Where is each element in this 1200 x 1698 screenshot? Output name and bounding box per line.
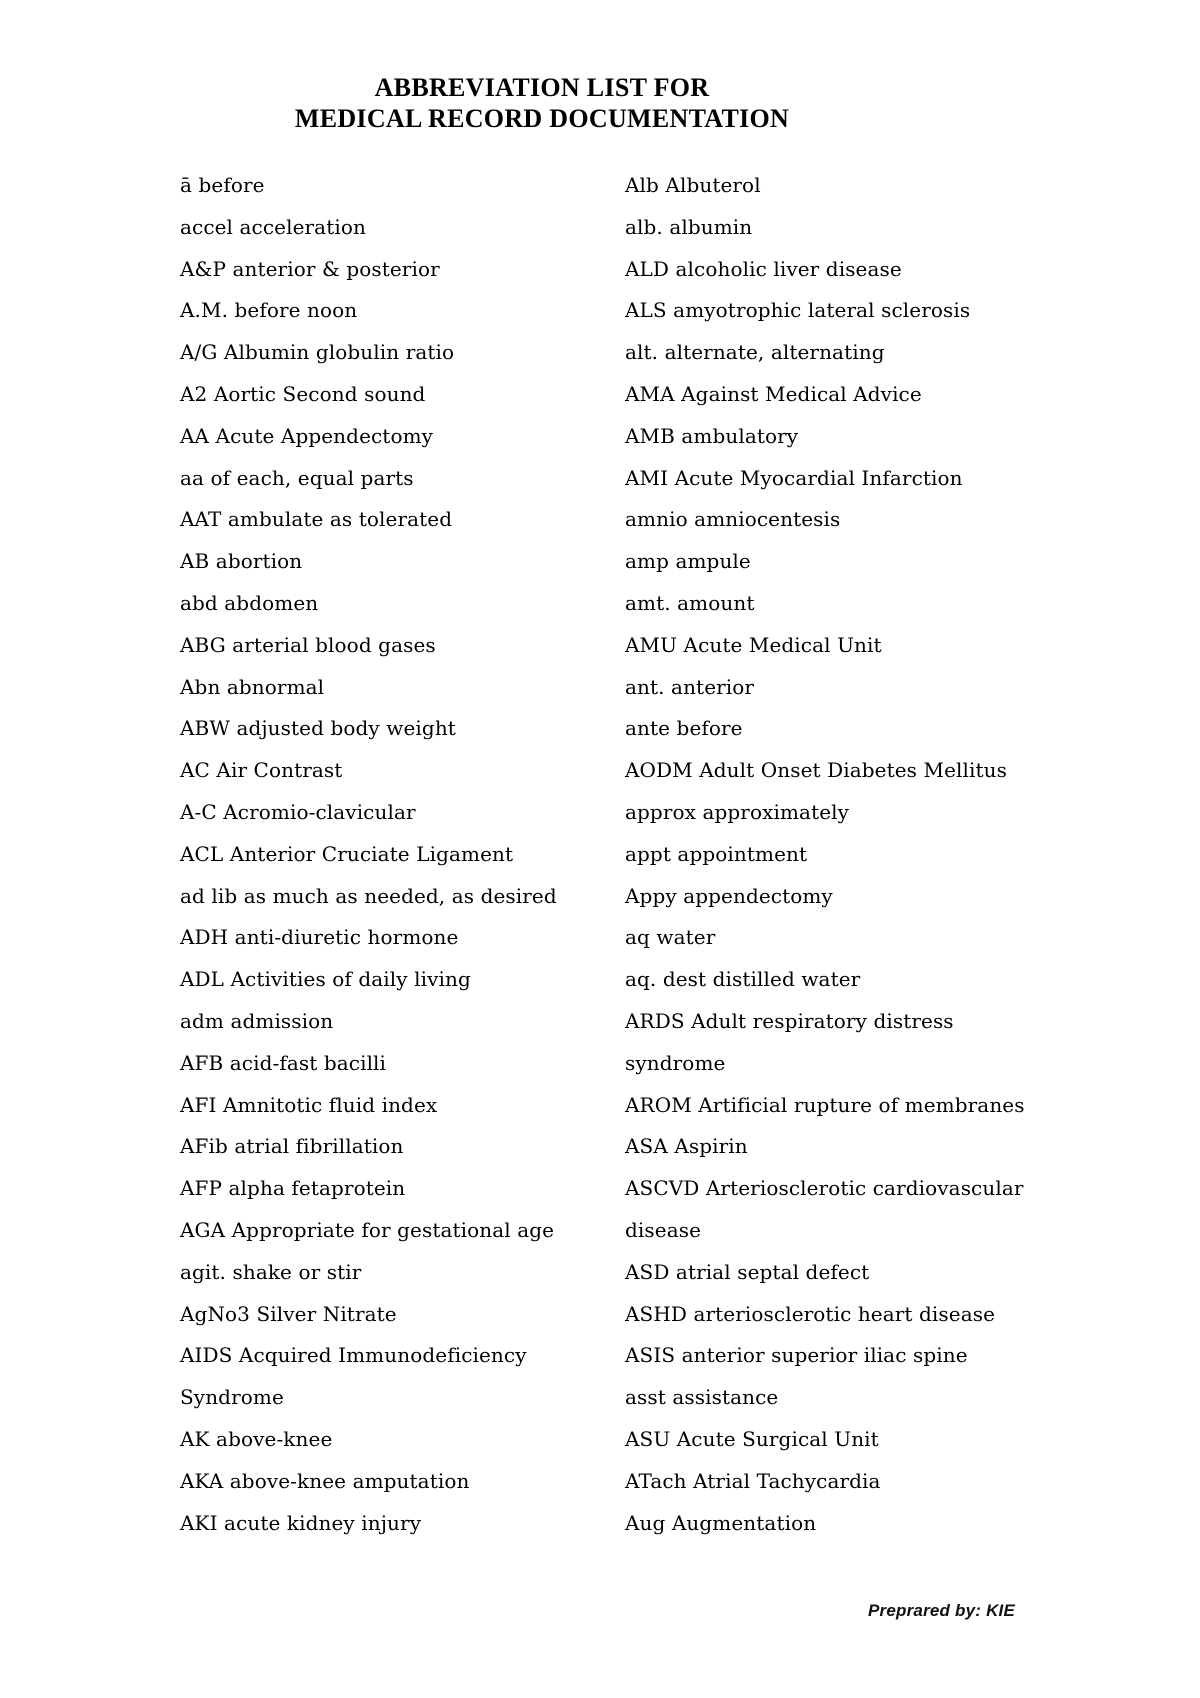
abbreviation-line: ā before	[180, 173, 265, 197]
abbreviation-line: AMI Acute Myocardial Infarction	[625, 465, 963, 490]
abbreviation-line: ASD atrial septal defect	[625, 1259, 870, 1284]
abbreviation-line: appt appointment	[625, 841, 808, 866]
abbreviation-line: A.M. before noon	[180, 298, 358, 323]
abbreviation-line: amnio amniocentesis	[625, 507, 841, 532]
abbreviation-line: ABW adjusted body weight	[180, 716, 456, 741]
abbreviation-line: A/G Albumin globulin ratio	[180, 340, 455, 365]
abbreviation-line: Abn abnormal	[180, 674, 325, 699]
prepared-by-footer: Preprared by: KIE	[868, 1601, 1016, 1620]
abbreviation-column-left	[180, 165, 620, 1544]
page-title	[0, 72, 1084, 134]
abbreviation-line: ante before	[625, 716, 743, 741]
abbreviation-line: ACL Anterior Cruciate Ligament	[180, 841, 514, 866]
abbreviation-line: asst assistance	[625, 1385, 779, 1410]
abbreviation-line: AMU Acute Medical Unit	[625, 632, 882, 657]
abbreviation-line: alt. alternate, alternating	[625, 340, 885, 365]
abbreviation-line: AK above-knee	[180, 1426, 333, 1451]
abbreviation-line: ARDS Adult respiratory distress	[625, 1008, 954, 1033]
abbreviation-line: AB abortion	[180, 549, 303, 574]
abbreviation-line: accel acceleration	[180, 214, 366, 239]
abbreviation-line: Syndrome	[180, 1385, 284, 1410]
abbreviation-line: AGA Appropriate for gestational age	[180, 1217, 555, 1242]
abbreviation-line: amp ampule	[625, 549, 751, 574]
abbreviation-line: AKI acute kidney injury	[180, 1510, 422, 1535]
abbreviation-line: AROM Artificial rupture of membranes	[625, 1092, 1025, 1117]
abbreviation-line: ADL Activities of daily living	[180, 967, 471, 992]
abbreviation-line: ADH anti-diuretic hormone	[180, 925, 459, 950]
abbreviation-line: Aug Augmentation	[625, 1510, 817, 1535]
abbreviation-line: AFP alpha fetaprotein	[180, 1176, 406, 1201]
abbreviation-line: AA Acute Appendectomy	[180, 423, 434, 448]
abbreviation-line: disease	[625, 1217, 702, 1242]
abbreviation-line: A-C Acromio-clavicular	[180, 799, 416, 824]
abbreviation-line: abd abdomen	[180, 590, 319, 615]
abbreviation-line: agit. shake or stir	[180, 1259, 362, 1284]
abbreviation-line: A&P anterior & posterior	[180, 256, 440, 281]
abbreviation-line: AIDS Acquired Immunodeficiency	[180, 1343, 527, 1368]
abbreviation-line: aa of each, equal parts	[180, 465, 414, 490]
abbreviation-line: AFib atrial fibrillation	[180, 1134, 404, 1159]
abbreviation-line: ASHD arteriosclerotic heart disease	[625, 1301, 996, 1326]
abbreviation-line: ATach Atrial Tachycardia	[625, 1468, 881, 1493]
abbreviation-line: adm admission	[180, 1008, 334, 1033]
abbreviation-line: AAT ambulate as tolerated	[180, 507, 453, 532]
abbreviation-line: alb. albumin	[625, 214, 753, 239]
abbreviation-line: AKA above-knee amputation	[180, 1468, 470, 1493]
abbreviation-line: ant. anterior	[625, 674, 755, 699]
abbreviation-line: ad lib as much as needed, as desired	[180, 883, 557, 908]
abbreviation-line: AFI Amnitotic fluid index	[180, 1092, 438, 1117]
abbreviation-line: AgNo3 Silver Nitrate	[180, 1301, 397, 1326]
abbreviation-line: ASIS anterior superior iliac spine	[625, 1343, 968, 1368]
abbreviation-line: AMA Against Medical Advice	[625, 381, 922, 406]
abbreviation-line: ASA Aspirin	[625, 1134, 748, 1159]
abbreviation-line: AFB acid-fast bacilli	[180, 1050, 387, 1075]
abbreviation-line: ALD alcoholic liver disease	[625, 256, 902, 281]
abbreviation-line: ABG arterial blood gases	[180, 632, 436, 657]
abbreviation-line: amt. amount	[625, 590, 755, 615]
abbreviation-line: aq. dest distilled water	[625, 967, 861, 992]
abbreviation-line: A2 Aortic Second sound	[180, 381, 426, 406]
abbreviation-line: Alb Albuterol	[625, 173, 761, 197]
abbreviation-line: syndrome	[625, 1050, 726, 1075]
abbreviation-line: AODM Adult Onset Diabetes Mellitus	[625, 758, 1007, 783]
abbreviation-column-right	[625, 165, 1075, 1544]
abbreviation-line: aq water	[625, 925, 716, 950]
abbreviation-line: Appy appendectomy	[625, 883, 833, 908]
page-title-line2: MEDICAL RECORD DOCUMENTATION	[294, 104, 790, 133]
abbreviation-line: AMB ambulatory	[625, 423, 799, 448]
page-title-line1: ABBREVIATION LIST FOR	[374, 73, 710, 102]
abbreviation-line: AC Air Contrast	[180, 758, 343, 783]
abbreviation-line: ASU Acute Surgical Unit	[625, 1426, 879, 1451]
abbreviation-line: ALS amyotrophic lateral sclerosis	[625, 298, 971, 323]
abbreviation-line: ASCVD Arteriosclerotic cardiovascular	[625, 1176, 1024, 1201]
abbreviation-line: approx approximately	[625, 799, 850, 824]
